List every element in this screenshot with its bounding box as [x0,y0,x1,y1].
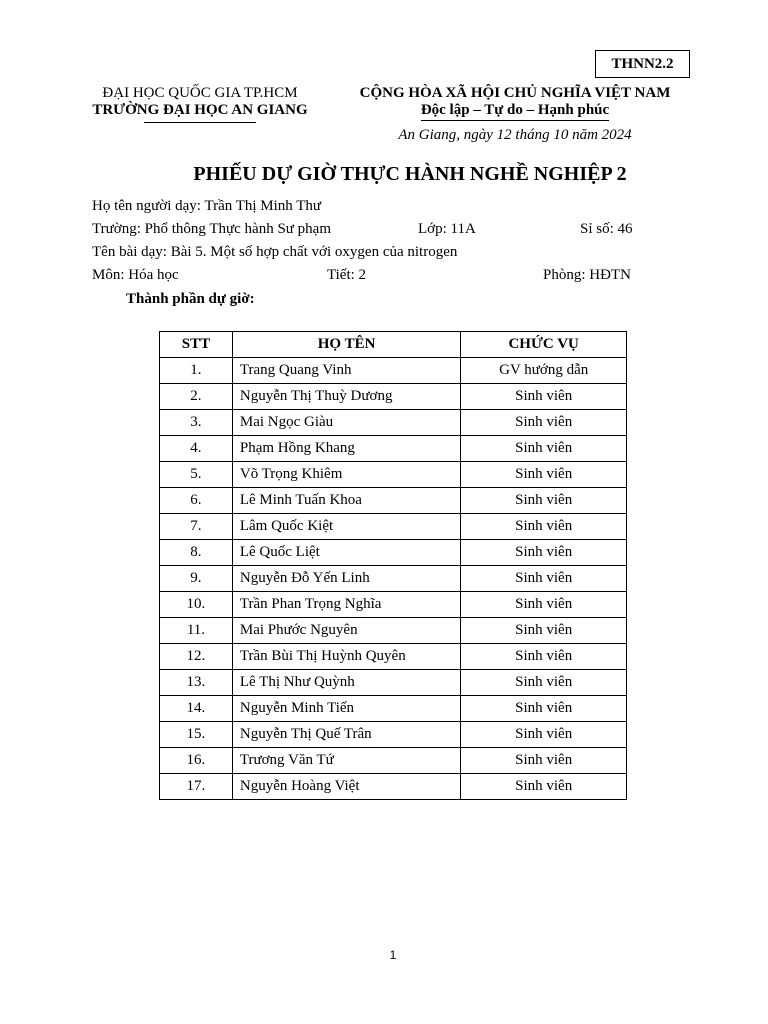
row-role: Sinh viên [461,488,627,514]
row-role: Sinh viên [461,566,627,592]
row-name: Mai Phước Nguyên [232,618,460,644]
row-name: Nguyễn Đỗ Yến Linh [232,566,460,592]
header-underline [144,122,256,123]
header-stt: STT [160,332,233,358]
row-number: 3. [160,410,233,436]
table-row [160,358,627,384]
row-role: Sinh viên [461,514,627,540]
table-row [160,384,627,410]
lesson-field: Tên bài dạy: Bài 5. Một số hợp chất với oxygen của nitrogen [92,244,458,260]
row-number: 13. [160,670,233,696]
page-number: 1 [389,948,397,962]
national-motto: Độc lập – Tự do – Hạnh phúc [421,102,609,121]
row-name: Nguyễn Thị Thuỳ Dương [232,384,460,410]
form-code-box: THNN2.2 [595,50,690,78]
row-name: Trang Quang Vinh [232,358,460,384]
row-role: Sinh viên [461,384,627,410]
row-role: Sinh viên [461,748,627,774]
row-name: Lâm Quốc Kiệt [232,514,460,540]
table-row [160,592,627,618]
row-number: 16. [160,748,233,774]
university-name: ĐẠI HỌC QUỐC GIA TP.HCM [102,85,298,101]
row-name: Mai Ngọc Giàu [232,410,460,436]
row-number: 1. [160,358,233,384]
row-number: 8. [160,540,233,566]
row-name: Lê Thị Như Quỳnh [232,670,460,696]
row-role: Sinh viên [461,410,627,436]
row-number: 17. [160,774,233,800]
table-row [160,644,627,670]
row-role: Sinh viên [461,644,627,670]
row-role: Sinh viên [461,722,627,748]
row-number: 6. [160,488,233,514]
row-name: Nguyễn Hoàng Việt [232,774,460,800]
row-name: Trần Bùi Thị Huỳnh Quyên [232,644,460,670]
row-name: Phạm Hồng Khang [232,436,460,462]
table-row [160,696,627,722]
row-name: Trương Văn Tứ [232,748,460,774]
header-name: HỌ TÊN [232,332,460,358]
subject-field: Môn: Hóa học [92,267,179,283]
row-number: 11. [160,618,233,644]
room-field: Phòng: HĐTN [543,267,631,283]
table-row [160,722,627,748]
row-role: Sinh viên [461,696,627,722]
row-role: Sinh viên [461,592,627,618]
row-name: Nguyễn Minh Tiến [232,696,460,722]
table-row [160,774,627,800]
class-size-field: Sỉ số: 46 [580,221,633,237]
class-field: Lớp: 11A [418,221,476,237]
attendees-table [159,331,627,800]
row-role: Sinh viên [461,774,627,800]
table-row [160,436,627,462]
row-role: Sinh viên [461,618,627,644]
school-field: Trường: Phổ thông Thực hành Sư phạm [92,221,332,237]
table-row [160,618,627,644]
header-role: CHỨC VỤ [461,332,627,358]
row-role: Sinh viên [461,436,627,462]
table-row [160,748,627,774]
table-row [160,566,627,592]
section-title: Thành phần dự giờ: [126,291,255,307]
row-number: 9. [160,566,233,592]
row-name: Võ Trọng Khiêm [232,462,460,488]
table-row [160,514,627,540]
table-row [160,488,627,514]
row-name: Trần Phan Trọng Nghĩa [232,592,460,618]
institution-header [80,85,320,123]
national-header [345,85,685,121]
row-number: 12. [160,644,233,670]
table-row [160,540,627,566]
teacher-name: Họ tên người dạy: Trần Thị Minh Thư [92,198,322,214]
table-row [160,670,627,696]
row-number: 7. [160,514,233,540]
row-name: Lê Minh Tuấn Khoa [232,488,460,514]
table-row [160,410,627,436]
place-date: An Giang, ngày 12 tháng 10 năm 2024 [398,127,632,143]
row-number: 5. [160,462,233,488]
row-role: GV hướng dẫn [461,358,627,384]
row-number: 15. [160,722,233,748]
row-name: Nguyễn Thị Quế Trân [232,722,460,748]
row-number: 2. [160,384,233,410]
country-name: CỘNG HÒA XÃ HỘI CHỦ NGHĨA VIỆT NAM [359,85,671,101]
table-header-row [160,332,627,358]
row-number: 4. [160,436,233,462]
period-field: Tiết: 2 [327,267,367,283]
row-name: Lê Quốc Liệt [232,540,460,566]
table-row [160,462,627,488]
row-role: Sinh viên [461,670,627,696]
document-title: PHIẾU DỰ GIỜ THỰC HÀNH NGHỀ NGHIỆP 2 [193,163,627,185]
row-number: 14. [160,696,233,722]
row-number: 10. [160,592,233,618]
school-name: TRƯỜNG ĐẠI HỌC AN GIANG [92,102,308,118]
row-role: Sinh viên [461,540,627,566]
row-role: Sinh viên [461,462,627,488]
